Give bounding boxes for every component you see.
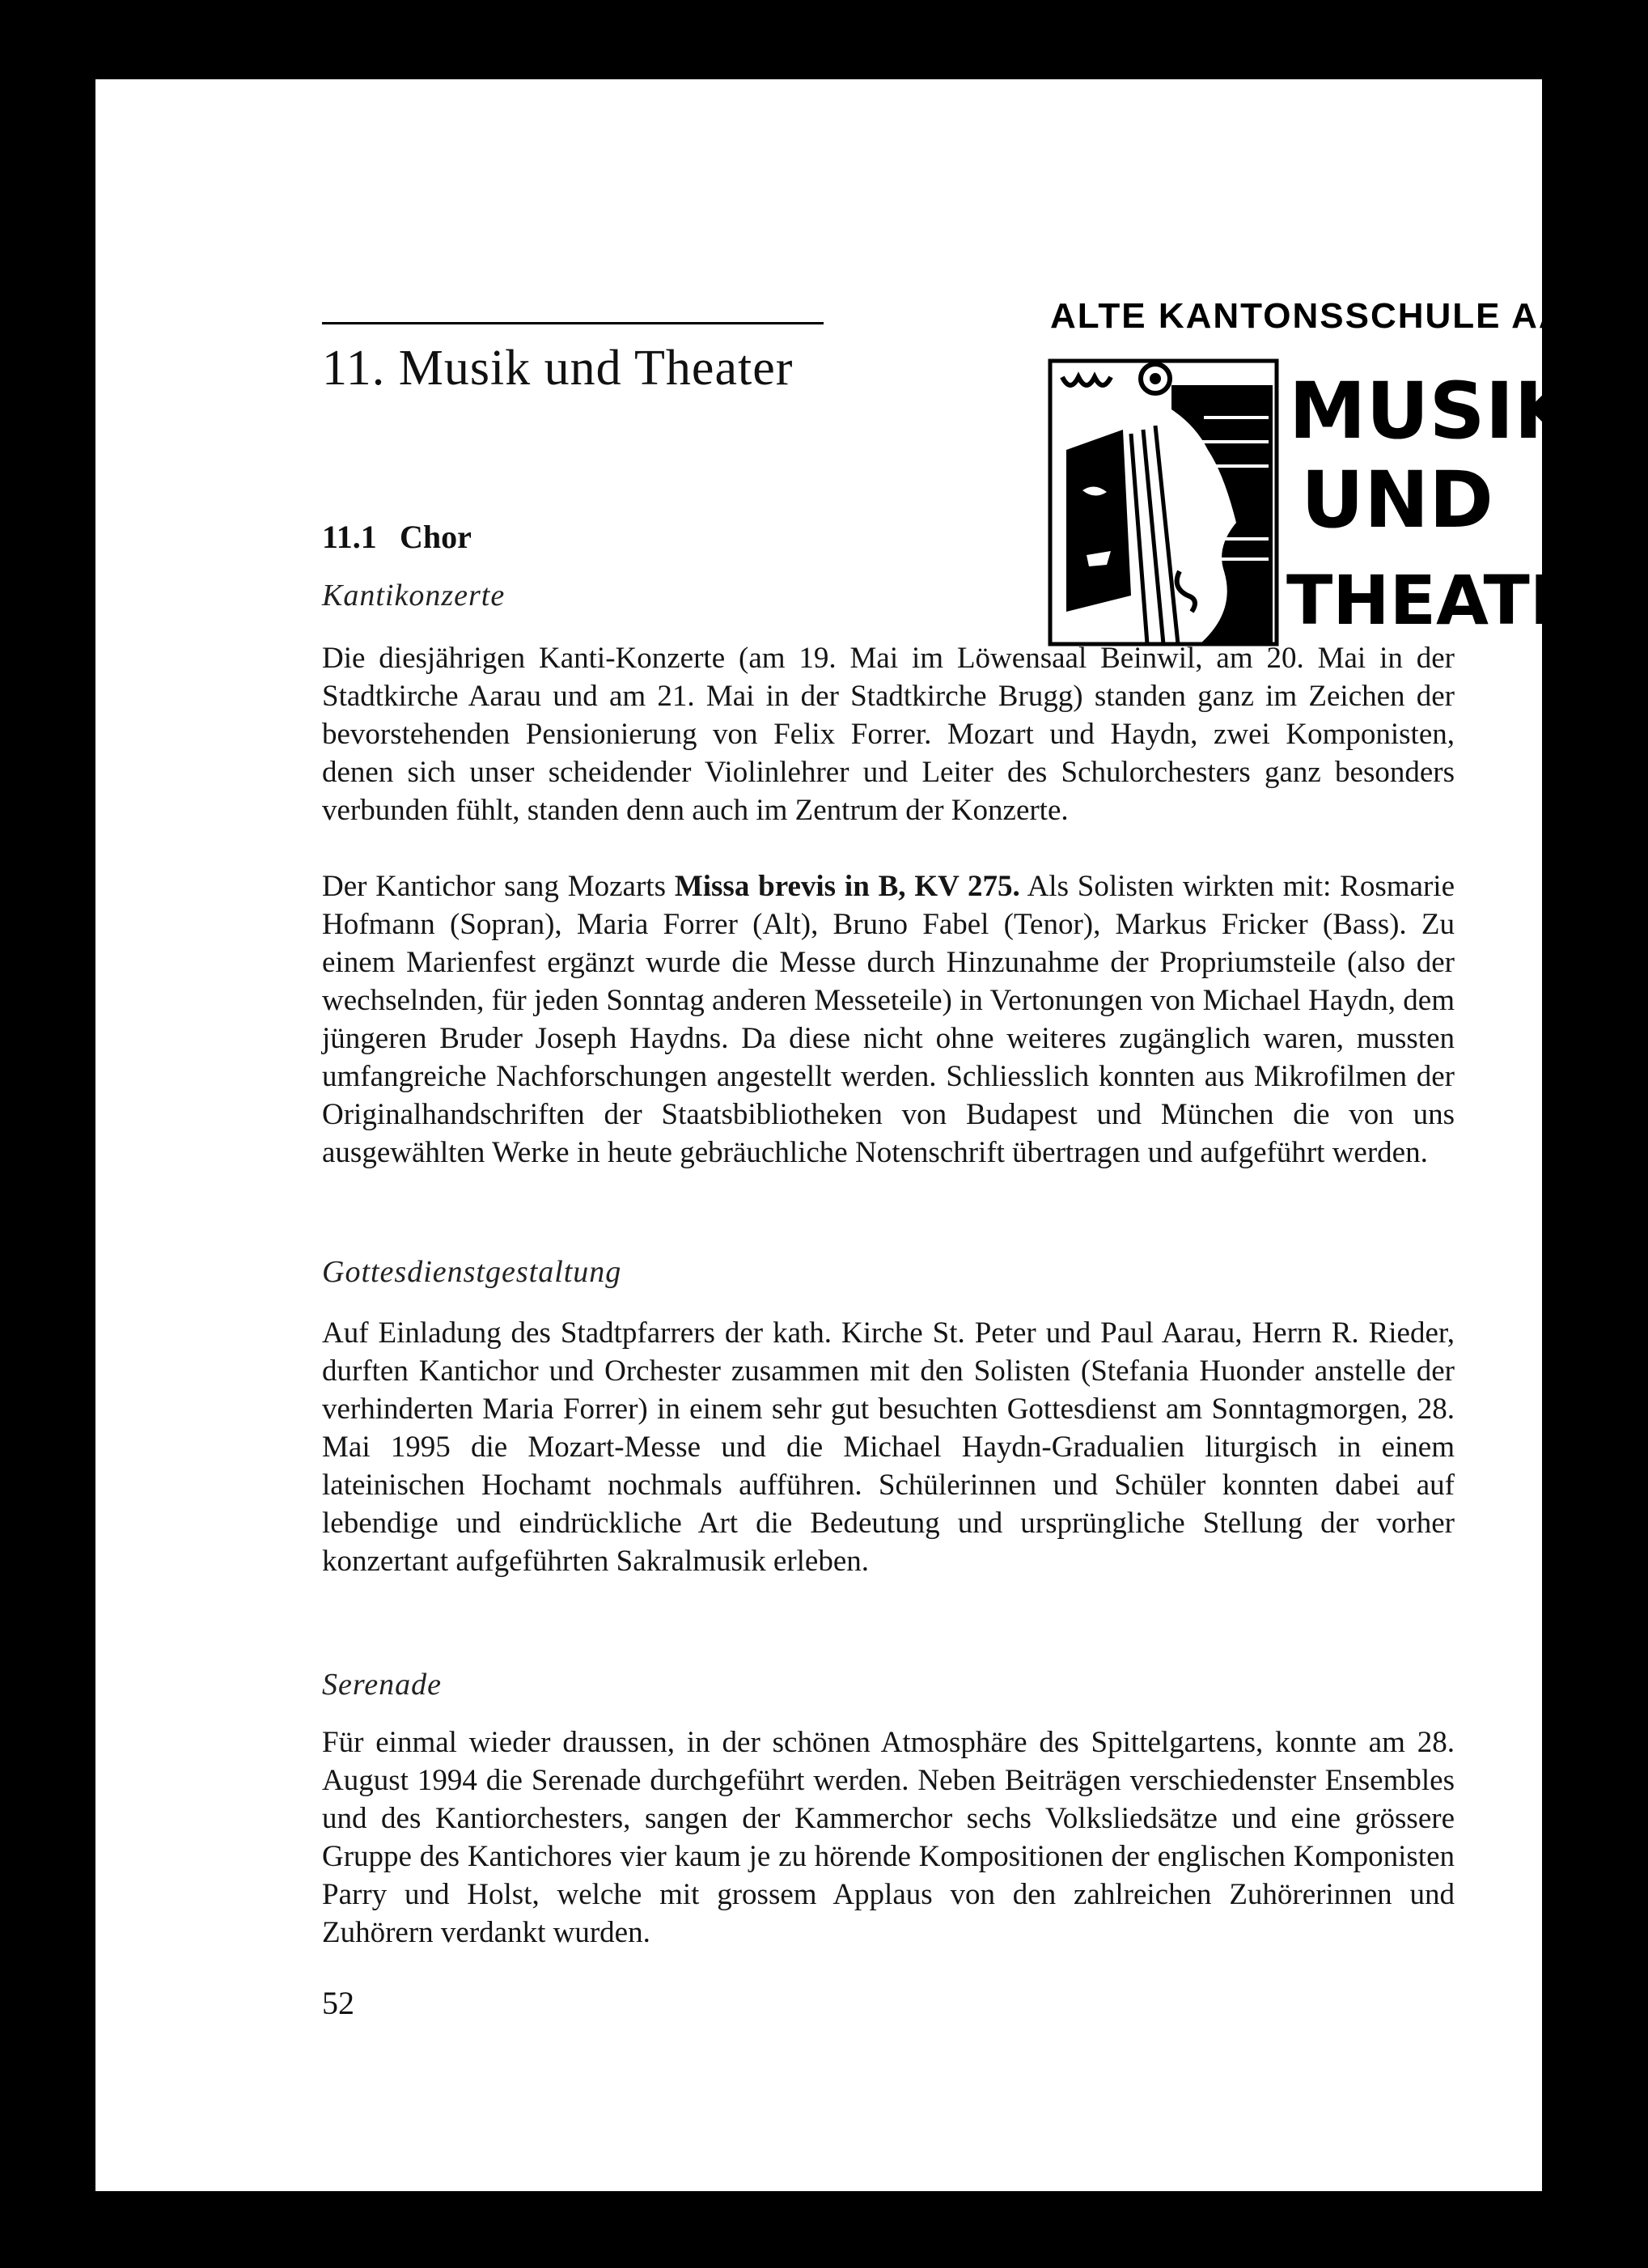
section-heading [322,518,472,556]
subheading-kantikonzerte: Kantikonzerte [322,579,506,613]
page-number: 52 [322,1985,354,2021]
title-rule [322,322,824,324]
logo-word-theater: THEATER [1286,561,1629,640]
paragraph-text: Der Kantichor sang Mozarts [322,870,675,903]
section-number: 11.1 [322,519,377,555]
section-title: Chor [400,519,472,555]
paragraph-kantikonzerte-2 [322,867,1455,1172]
logo-lettering [1286,366,1629,640]
paragraph-text: Als Solisten wirkten mit: Rosmarie Hofmann (Sopran), Maria Forrer (Alt), Bruno Fabel (Tenor), Markus Fricker (Bass). Zu einem Marienfest ergänzt wurde die Messe durch Hinzunahme der Propriumsteile (also der wechselnden, für jeden Sonntag anderen Messeteile) in Vertonungen von Michael Haydn, dem jüngeren Bruder Joseph Haydns. Da diese nicht ohne weiteres zugänglich waren, mussten umfangreiche Nachforschungen angestellt werden. Schliesslich konnten aus Mikrofilmen der Originalhandschriften der Staatsbibliotheken von Budapest und München die von uns ausgewählten Werke in heute gebräuchliche Notenschrift übertragen und aufgeführt werden. [322,870,1455,1169]
work-title: Missa brevis in B, KV 275. [674,870,1020,903]
logo-school-name: ALTE KANTONSSCHULE AARAU [1050,296,1648,336]
logo-word-und: UND [1301,455,1493,545]
logo-word-musik: MUSIK [1289,366,1574,456]
subheading-gottesdienst: Gottesdienstgestaltung [322,1255,622,1289]
paragraph-serenade: Für einmal wieder draussen, in der schönen Atmosphäre des Spittelgartens, konnte am 28. August 1994 die Serenade durchgeführt werden. Neben Beiträgen verschiedenster Ensembles und des Kantiorchesters, sangen der Kammerchor sechs Volksliedsätze und eine grössere Gruppe des Kantichores vier kaum je zu hörende Kompositionen der englischen Komponisten Parry und Holst, welche mit grossem Applaus von den zahlreichen Zuhörerinnen und Zuhörern verdankt wurden. [322,1726,1455,1949]
musik-theater-logo [1034,353,1629,652]
paragraph-kantikonzerte-1: Die diesjährigen Kanti-Konzerte (am 19. Mai im Löwensaal Beinwil, am 20. Mai in der Stadtkirche Aarau und am 21. Mai in der Stadtkirche Brugg) standen ganz im Zeichen der bevorstehenden Pensionierung von Felix Forrer. Mozart und Haydn, zwei Komponisten, denen sich unser scheidender Violinlehrer und Leiter des Schulorchesters ganz besonders verbunden fühlt, standen denn auch im Zentrum der Konzerte. [322,642,1455,827]
logo-emblem [1050,361,1277,644]
paragraph-gottesdienst: Auf Einladung des Stadtpfarrers der kath. Kirche St. Peter und Paul Aarau, Herrn R. Rieder, durften Kantichor und Orchester zusammen mit den Solisten (Stefania Huonder anstelle der verhinderten Maria Forrer) in einem sehr gut besuchten Gottesdienst am Sonntagmorgen, 28. Mai 1995 die Mozart-Messe und die Michael Haydn-Gradualien liturgisch in einem lateinischen Hochamt nochmals aufführen. Schülerinnen und Schüler konnten dabei auf lebendige und eindrückliche Art die Bedeutung und ursprüngliche Stellung der vorher konzertant aufgeführten Sakralmusik erleben. [322,1316,1455,1578]
subheading-serenade: Serenade [322,1668,442,1702]
chapter-title: 11. Musik und Theater [322,341,794,396]
